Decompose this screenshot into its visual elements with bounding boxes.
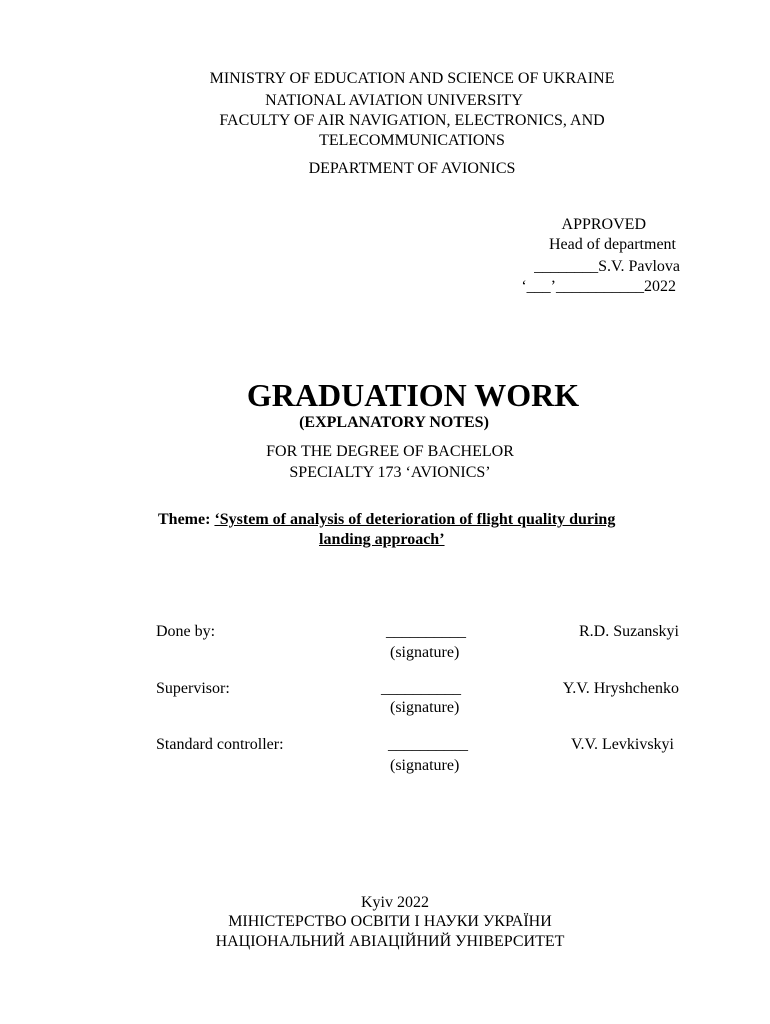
signature-caption: (signature) — [390, 757, 460, 774]
signature-role: Supervisor: — [156, 680, 230, 697]
document-subtitle: (EXPLANATORY NOTES) — [299, 414, 489, 431]
signatory-name: V.V. Levkivskyi — [571, 736, 674, 753]
signature-caption: (signature) — [390, 644, 460, 661]
signatory-name: R.D. Suzanskyi — [579, 623, 679, 640]
approver-role: Head of department — [548, 236, 676, 253]
specialty-line: SPECIALTY 173 ‘AVIONICS’ — [289, 464, 491, 481]
approver-signature-line: ________S.V. Pavlova — [534, 258, 680, 275]
faculty-heading-line2: TELECOMMUNICATIONS — [319, 132, 505, 149]
signature-line: __________ — [386, 623, 466, 640]
signature-role: Done by: — [156, 623, 216, 640]
ua-university: НАЦІОНАЛЬНИЙ АВІАЦІЙНИЙ УНІВЕРСИТЕТ — [215, 933, 565, 950]
ua-ministry: МІНІСТЕРСТВО ОСВІТИ І НАУКИ УКРАЇНИ — [228, 913, 552, 930]
theme-text-line2: landing approach’ — [319, 531, 445, 548]
ministry-heading: MINISTRY OF EDUCATION AND SCIENCE OF UKRAINE — [209, 70, 615, 87]
document-title: GRADUATION WORK — [246, 377, 580, 413]
approved-label: APPROVED — [561, 216, 646, 233]
signature-line: __________ — [381, 680, 461, 697]
signatory-name: Y.V. Hryshchenko — [562, 680, 679, 697]
university-heading: NATIONAL AVIATION UNIVERSITY — [265, 92, 523, 109]
department-heading: DEPARTMENT OF AVIONICS — [308, 160, 516, 177]
approval-date-line: ‘___’___________2022 — [521, 278, 676, 295]
theme-text-line1: ‘System of analysis of deterioration of flight quality during — [214, 511, 616, 528]
theme-label: Theme: — [158, 511, 211, 528]
faculty-heading-line1: FACULTY OF AIR NAVIGATION, ELECTRONICS, AND — [219, 112, 605, 129]
signature-role: Standard controller: — [156, 736, 284, 753]
signature-line: __________ — [388, 736, 468, 753]
signature-caption: (signature) — [390, 699, 460, 716]
theme-line1 — [158, 510, 615, 530]
place-year: Kyiv 2022 — [361, 894, 429, 911]
degree-line: FOR THE DEGREE OF BACHELOR — [266, 443, 514, 460]
